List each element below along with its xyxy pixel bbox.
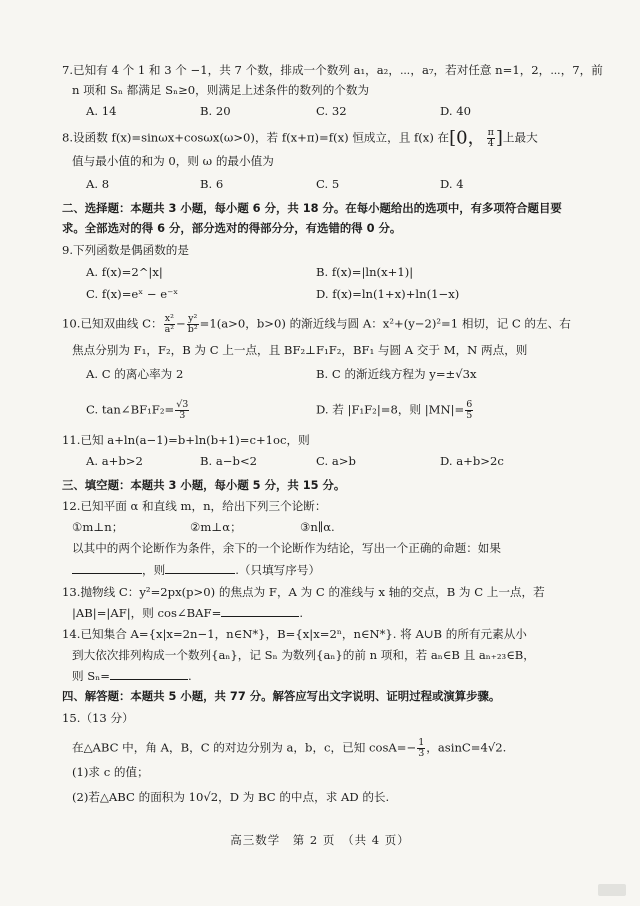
q9-option-a: A. f(x)=2^|x| <box>86 265 163 279</box>
q10-option-b: B. C 的渐近线方程为 y=±√3x <box>316 367 477 381</box>
q12-blank-condition[interactable] <box>72 561 142 574</box>
q12-claim-3: ③n∥α. <box>300 520 335 534</box>
q8-line2: 值与最小值的和为 0，则 ω 的最小值为 <box>72 154 274 168</box>
q9-option-d: D. f(x)=ln(1+x)+ln(1−x) <box>316 287 460 301</box>
q11-option-b: B. a−b<2 <box>200 454 258 468</box>
q11-option-c: C. a>b <box>316 454 356 468</box>
q8-option-d: D. 4 <box>440 177 464 191</box>
q11-option-d: D. a+b>2c <box>440 454 504 468</box>
q10-line1: 10.已知双曲线 C： $\frac{\text{x²}}{\text{a²}}$ − $\frac{\text{y²}}{\text{b²}}$ =1(a>0，b>0) 的渐近线与圆 A：x²+(y−2)²=1 相切，记 C 的左、右 <box>62 313 571 335</box>
q12-claim-2: ②m⊥α； <box>190 520 242 534</box>
q13-blank-answer[interactable] <box>221 604 299 617</box>
q9-option-b: B. f(x)=|ln(x+1)| <box>316 265 414 279</box>
q14-line2: 到大依次排列构成一个数列{aₙ}，记 Sₙ 为数列{aₙ}的前 n 项和，若 aₙ∈B 且 aₙ₊₂₃∈B， <box>72 648 535 662</box>
q8-option-c: C. 5 <box>316 177 340 191</box>
q7-option-b: B. 20 <box>200 104 231 118</box>
q12-line4: ，则 .（只填写序号） <box>72 561 320 578</box>
section3-heading: 三、填空题：本题共 3 小题，每小题 5 分，共 15 分。 <box>62 478 346 492</box>
q13-line2: |AB|=|AF|，则 cos∠BAF= . <box>72 606 303 620</box>
q7-line2: n 项和 Sₙ 都满足 Sₙ≥0，则满足上述条件的数列的个数为 <box>72 83 370 97</box>
q12-blank-conclusion[interactable] <box>165 561 235 574</box>
q8-option-b: B. 6 <box>200 177 224 191</box>
q15-part2: (2)若△ABC 的面积为 10√2，D 为 BC 的中点，求 AD 的长. <box>72 790 390 804</box>
q9-stem: 9.下列函数是偶函数的是 <box>62 243 189 257</box>
q15-line1: 在△ABC 中，角 A，B，C 的对边分别为 a，b，c，已知 cosA=− $\frac{1}{3}$ ，asinC=4√2. <box>72 737 507 759</box>
q7-option-c: C. 32 <box>316 104 347 118</box>
q7-line1: 7.已知有 4 个 1 和 3 个 −1，共 7 个数，排成一个数列 a₁，a₂，⋯，a₇，若对任意 n=1，2，⋯，7，前 <box>62 63 603 77</box>
q11-stem: 11.已知 a+ln(a−1)=b+ln(b+1)=c+1oc，则 <box>62 433 310 447</box>
q11-option-a: A. a+b>2 <box>86 454 143 468</box>
q15-part1: (1)求 c 的值； <box>72 765 149 779</box>
q13-line1: 13.抛物线 C：y²=2px(p>0) 的焦点为 F，A 为 C 的准线与 x 轴的交点，B 为 C 上一点，若 <box>62 585 545 599</box>
page-footer: 高三数学 第 2 页 （共 4 页） <box>230 833 410 847</box>
q7-option-a: A. 14 <box>86 104 117 118</box>
q10-option-d: D. 若 |F₁F₂|=8，则 |MN|= $\frac{6}{5}$ <box>316 399 473 421</box>
watermark <box>598 884 626 896</box>
section4-heading: 四、解答题：本题共 5 小题，共 77 分。解答应写出文字说明、证明过程或演算步骤。 <box>62 689 501 703</box>
q8-option-a: A. 8 <box>86 177 110 191</box>
q10-line2: 焦点分别为 F₁，F₂，B 为 C 上一点，且 BF₂⊥F₁F₂，BF₁ 与圆 A 交于 M，N 两点，则 <box>72 343 528 357</box>
section2-instructions: 求。全部选对的得 6 分，部分选对的得部分分，有选错的得 0 分。 <box>62 221 402 235</box>
q10-fraction-y: $\frac{\text{y²}}{\text{b²}}$ <box>187 313 198 335</box>
q14-blank-answer[interactable] <box>110 667 188 680</box>
q8-interval-fraction: $\frac{\pi}{4}$ <box>487 127 494 149</box>
q10-option-c: C. tan∠BF₁F₂= $\frac{√3}{3}$ <box>86 399 189 421</box>
q15-heading: 15.（13 分） <box>62 711 134 725</box>
q14-line1: 14.已知集合 A={x|x=2n−1，n∈N*}，B={x|x=2ⁿ，n∈N*}. 将 A∪B 的所有元素从小 <box>62 627 527 641</box>
q12-claim-1: ①m⊥n； <box>72 520 124 534</box>
q8-interval-open: [0， <box>449 127 486 149</box>
q10-fraction-x: $\frac{\text{x²}}{\text{a²}}$ <box>164 313 175 335</box>
q8-line1: 8.设函数 f(x)=sinωx+cosωx(ω>0)，若 f(x+π)=f(x) 恒成立，且 f(x) 在[0， $\frac{\pi}{4}$ ]上最大 <box>62 127 538 149</box>
q12-line3: 以其中的两个论断作为条件，余下的一个论断作为结论，写出一个正确的命题：如果 <box>72 541 501 555</box>
q15-fraction: $\frac{1}{3}$ <box>418 737 425 759</box>
q10-option-a: A. C 的离心率为 2 <box>86 367 184 381</box>
q12-line1: 12.已知平面 α 和直线 m，n，给出下列三个论断： <box>62 499 327 513</box>
q7-option-d: D. 40 <box>440 104 472 118</box>
q9-option-c: C. f(x)=eˣ − e⁻ˣ <box>86 287 179 301</box>
section2-heading: 二、选择题：本题共 3 小题，每小题 6 分，共 18 分。在每小题给出的选项中，有多项符合题目要 <box>62 201 562 215</box>
q14-line3: 则 Sₙ= . <box>72 669 192 683</box>
